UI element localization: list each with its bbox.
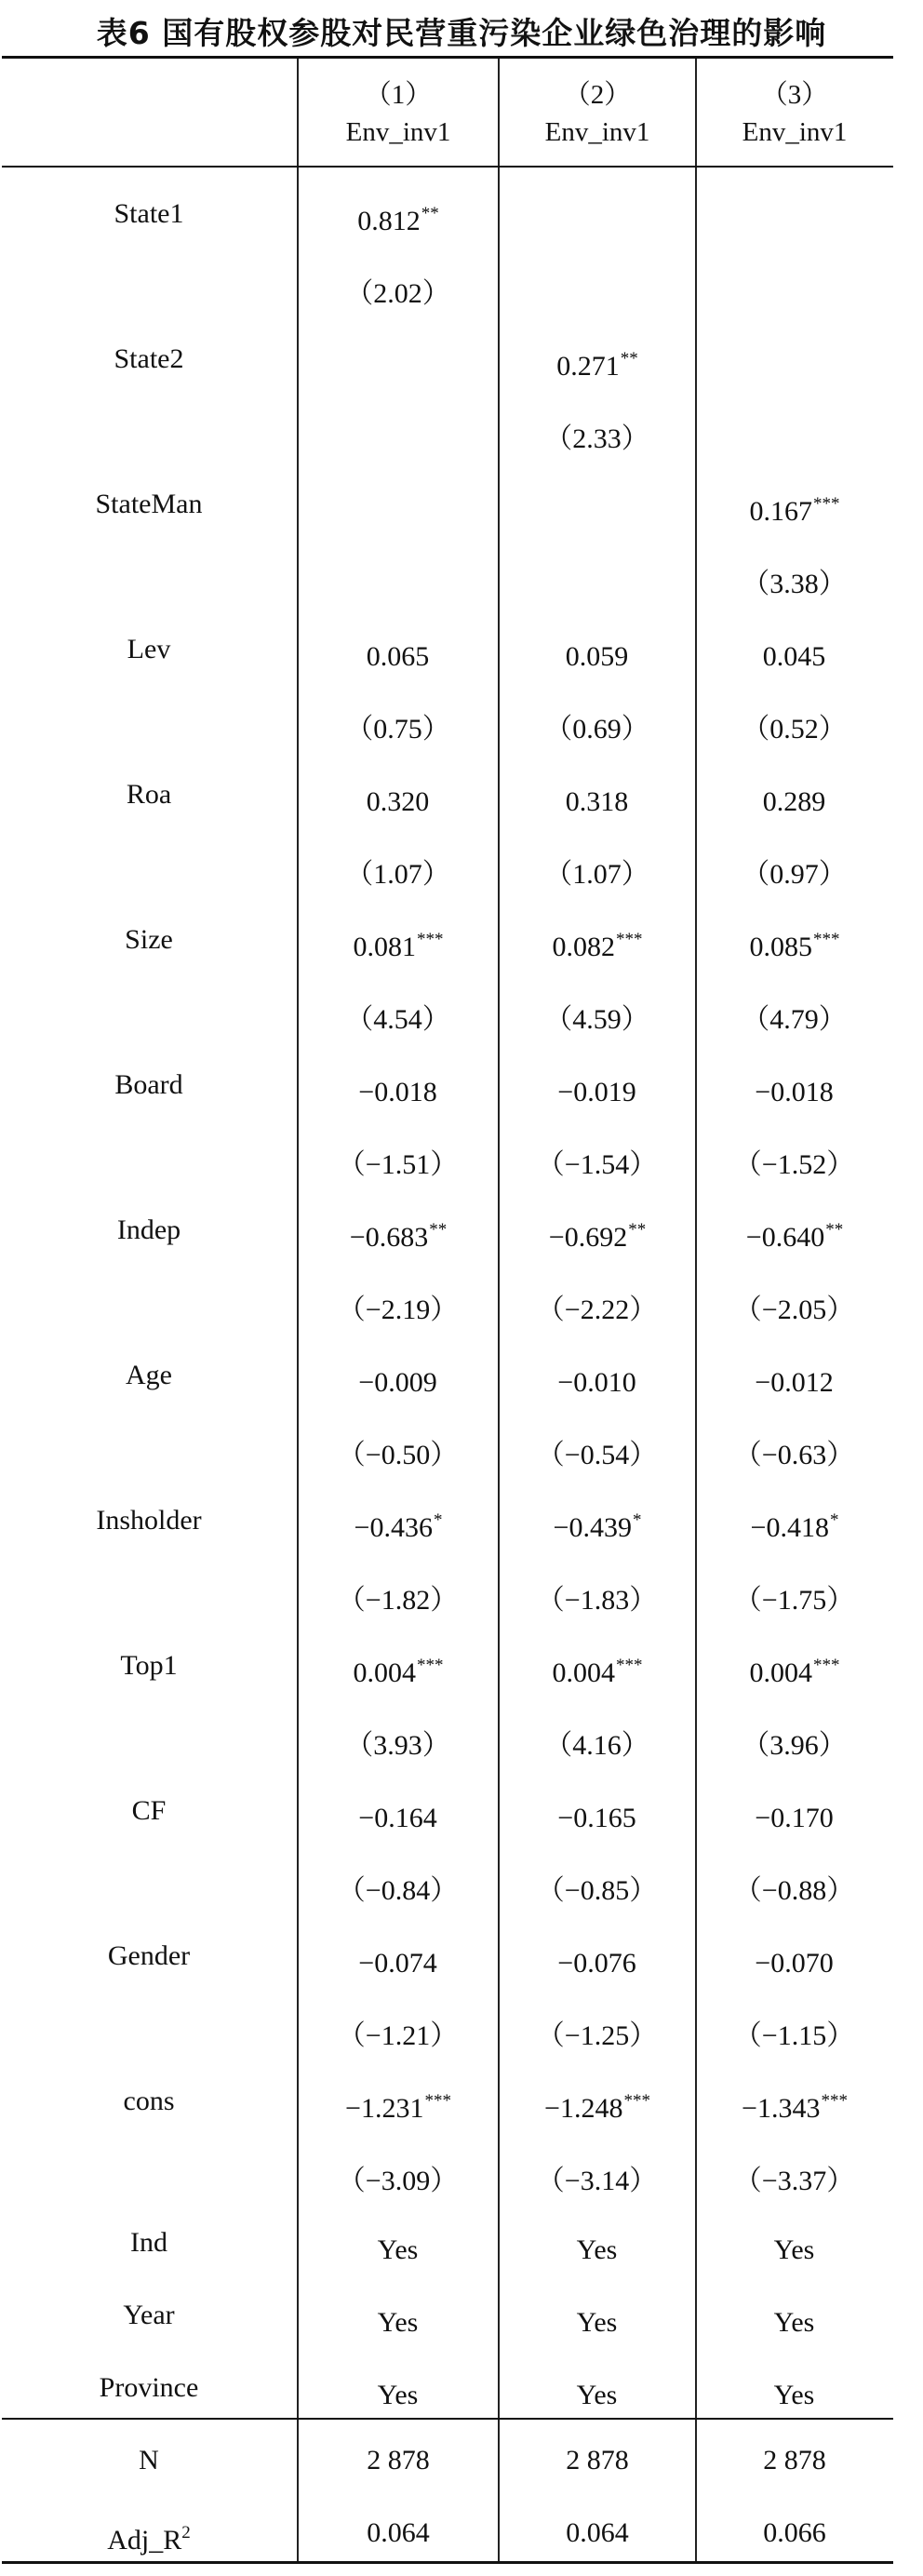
table-cell: [696, 2280, 893, 2351]
table-cell: [499, 179, 696, 249]
cell-value: −1.343: [742, 2093, 821, 2124]
row-label: Gender: [107, 1940, 191, 1971]
column-header-3: [696, 76, 893, 151]
cell-value: （0.75）: [345, 714, 450, 745]
table-cell: [298, 687, 499, 758]
significance-stars: **: [628, 1220, 647, 1240]
table-cell: [298, 542, 499, 612]
column-number: （3）: [760, 80, 829, 110]
table-cell: [298, 1993, 499, 2064]
cell-value: Yes: [377, 2234, 419, 2265]
table-cell: [499, 2353, 696, 2423]
column-number: （2）: [563, 80, 632, 110]
cell-value: 0.318: [565, 786, 629, 817]
table-cell: [696, 614, 893, 685]
table-cell: [696, 1122, 893, 1193]
table-cell: [499, 2280, 696, 2351]
table-cell: [298, 1122, 499, 1193]
table-cell: [696, 2139, 893, 2209]
table-cell: [499, 542, 696, 612]
row-label: [0, 1558, 298, 1629]
cell-value: （−2.22）: [536, 1295, 658, 1325]
cell-value: Yes: [773, 2234, 815, 2265]
cell-value: （−3.14）: [536, 2166, 658, 2196]
cell-value: −0.164: [358, 1803, 437, 1833]
cell-value: −0.170: [755, 1803, 834, 1833]
row-label: [0, 1703, 298, 1774]
table-cell: [499, 1921, 696, 1992]
table-cell: [499, 324, 696, 395]
table-cell: [696, 1195, 893, 1266]
table-cell: 0.064: [566, 2517, 629, 2548]
table-cell: [696, 1485, 893, 1556]
table-cell: [499, 1050, 696, 1120]
table-cell: [696, 542, 893, 612]
cell-value: （−1.21）: [337, 2020, 459, 2051]
significance-stars: *: [433, 1510, 443, 1530]
cell-value: 0.059: [565, 641, 629, 672]
row-label: Lev: [127, 634, 171, 664]
row-label: [0, 977, 298, 1048]
row-label: Top1: [120, 1650, 178, 1681]
table-cell: [499, 1703, 696, 1774]
table-cell: [696, 1993, 893, 2064]
row-label: State1: [114, 198, 184, 229]
cell-value: Yes: [773, 2380, 815, 2410]
label-superscript: 2: [181, 2523, 191, 2542]
table-cell: [696, 324, 893, 395]
cell-value: −0.010: [557, 1367, 636, 1398]
bottom-section-rule: [2, 2418, 893, 2420]
cell-value: −0.418: [750, 1512, 829, 1543]
cell-value: −0.074: [358, 1948, 437, 1979]
table-cell: [696, 1268, 893, 1338]
cell-value: 0.320: [366, 786, 430, 817]
row-label: State2: [114, 343, 184, 374]
cell-value: −0.018: [755, 1077, 834, 1107]
table-cell: [298, 179, 499, 249]
row-label: CF: [131, 1795, 167, 1826]
significance-stars: ***: [813, 494, 840, 514]
table-cell: 0.064: [367, 2517, 430, 2548]
table-cell: [499, 1776, 696, 1846]
cell-value: （−0.54）: [536, 1440, 658, 1470]
row-label: [0, 1268, 298, 1338]
cell-value: （−1.75）: [733, 1585, 855, 1616]
top-rule: [2, 56, 893, 59]
row-label: Size: [125, 924, 173, 955]
table-cell: 2 878: [367, 2445, 430, 2475]
cell-value: −0.692: [548, 1222, 628, 1253]
row-label: Board: [114, 1069, 183, 1100]
column-number: （1）: [364, 80, 433, 110]
cell-value: （−1.54）: [536, 1149, 658, 1180]
row-label: Insholder: [96, 1505, 202, 1536]
cell-value: （0.97）: [742, 859, 847, 890]
cell-value: （−0.88）: [733, 1875, 855, 1906]
table-cell: [696, 687, 893, 758]
significance-stars: **: [421, 204, 439, 223]
table-cell: [499, 687, 696, 758]
table-cell: [298, 1630, 499, 1701]
table-cell: [298, 832, 499, 903]
table-cell: [499, 1195, 696, 1266]
cell-value: （−1.15）: [733, 2020, 855, 2051]
row-label: Roa: [126, 779, 172, 810]
table-cell: 2 878: [763, 2445, 826, 2475]
cell-value: −0.640: [745, 1222, 825, 1253]
cell-value: 0.289: [762, 786, 826, 817]
row-label: [0, 396, 298, 467]
row-label: N: [139, 2445, 159, 2475]
table-cell: [499, 1268, 696, 1338]
cell-value: （−1.51）: [337, 1149, 459, 1180]
table-cell: [499, 977, 696, 1048]
table-cell: [696, 832, 893, 903]
table-cell: [499, 905, 696, 975]
cell-value: −0.439: [553, 1512, 632, 1543]
table-cell: [499, 1413, 696, 1483]
cell-value: 0.812: [357, 206, 421, 236]
row-label: Age: [126, 1360, 172, 1390]
table-cell: [298, 1050, 499, 1120]
table-cell: [696, 1921, 893, 1992]
table-cell: [499, 1122, 696, 1193]
cell-value: （4.54）: [345, 1004, 450, 1035]
cell-value: （−0.50）: [337, 1440, 459, 1470]
cell-value: （4.16）: [544, 1730, 649, 1761]
cell-value: Yes: [377, 2307, 419, 2338]
table-cell: [298, 977, 499, 1048]
table-cell: [298, 324, 499, 395]
table-cell: [696, 251, 893, 322]
row-label: [0, 251, 298, 322]
significance-stars: **: [429, 1220, 448, 1240]
cell-value: （−3.09）: [337, 2166, 459, 2196]
cell-value: （2.02）: [345, 278, 450, 309]
row-label: [0, 2139, 298, 2209]
cell-value: −0.018: [358, 1077, 437, 1107]
table-cell: [298, 1195, 499, 1266]
cell-value: Yes: [576, 2307, 618, 2338]
table-cell: [298, 2139, 499, 2209]
cell-value: −0.076: [557, 1948, 636, 1979]
cell-value: （3.38）: [742, 569, 847, 599]
table-cell: [696, 1848, 893, 1919]
table-cell: [499, 2207, 696, 2278]
cell-value: 0.004: [353, 1657, 416, 1688]
table-cell: 2 878: [566, 2445, 629, 2475]
label-base: Adj_R: [107, 2525, 182, 2556]
row-label: cons: [123, 2086, 175, 2116]
column-header-1: [298, 76, 499, 151]
significance-stars: ***: [623, 2091, 650, 2111]
row-label: StateMan: [95, 489, 203, 519]
cell-value: 0.045: [762, 641, 826, 672]
cell-value: 0.065: [366, 641, 430, 672]
table-cell: [696, 1558, 893, 1629]
table-cell: [696, 1703, 893, 1774]
table-cell: [298, 1340, 499, 1411]
table-cell: [696, 396, 893, 467]
column-header-2: [499, 76, 696, 151]
table-cell: [499, 1848, 696, 1919]
table-cell: [499, 251, 696, 322]
cell-value: −0.070: [755, 1948, 834, 1979]
cell-value: −0.165: [557, 1803, 636, 1833]
cell-value: （−3.37）: [733, 2166, 855, 2196]
cell-value: −0.019: [557, 1077, 636, 1107]
table-cell: [696, 1050, 893, 1120]
cell-value: 0.085: [749, 932, 812, 962]
table-cell: [298, 251, 499, 322]
table-cell: [499, 832, 696, 903]
cell-value: （4.79）: [742, 1004, 847, 1035]
cell-value: 0.004: [749, 1657, 812, 1688]
row-label: [0, 687, 298, 758]
table-cell: [696, 759, 893, 830]
cell-value: （1.07）: [544, 859, 649, 890]
table-cell: [298, 1268, 499, 1338]
table-cell: [298, 469, 499, 540]
cell-value: （3.93）: [345, 1730, 450, 1761]
table-cell: [696, 2207, 893, 2278]
table-cell: [696, 1776, 893, 1846]
table-cell: [499, 614, 696, 685]
significance-stars: *: [829, 1510, 839, 1530]
column-dependent-variable: Env_inv1: [345, 117, 451, 147]
cell-value: Yes: [377, 2380, 419, 2410]
cell-value: （−1.83）: [536, 1585, 658, 1616]
cell-value: −0.436: [354, 1512, 433, 1543]
cell-value: 0.081: [353, 932, 416, 962]
row-label: [0, 1993, 298, 2064]
row-label: Indep: [116, 1214, 181, 1245]
significance-stars: ***: [813, 1656, 840, 1675]
cell-value: （−0.84）: [337, 1875, 459, 1906]
cell-value: Yes: [773, 2307, 815, 2338]
cell-value: （−1.25）: [536, 2020, 658, 2051]
row-label: [0, 2498, 298, 2569]
significance-stars: ***: [424, 2091, 451, 2111]
table-cell: [696, 1413, 893, 1483]
table-cell: [696, 2066, 893, 2137]
row-label: Year: [123, 2300, 175, 2330]
cell-value: 0.082: [552, 932, 615, 962]
cell-value: （0.52）: [742, 714, 847, 745]
table-cell: [696, 905, 893, 975]
row-label: [0, 1848, 298, 1919]
table-cell: [499, 2139, 696, 2209]
header-rule: [2, 166, 893, 168]
table-cell: 0.066: [763, 2517, 826, 2548]
table-cell: [499, 759, 696, 830]
cell-value: （1.07）: [345, 859, 450, 890]
cell-value: −1.248: [544, 2093, 623, 2124]
table-cell: [298, 396, 499, 467]
table-cell: [696, 469, 893, 540]
row-label: Province: [99, 2372, 199, 2403]
cell-value: （−1.82）: [337, 1585, 459, 1616]
table-cell: [298, 1921, 499, 1992]
cell-value: 0.271: [556, 351, 620, 382]
row-label: Ind: [130, 2227, 167, 2258]
cell-value: （−0.85）: [536, 1875, 658, 1906]
column-dependent-variable: Env_inv1: [544, 117, 650, 147]
significance-stars: ***: [813, 930, 840, 949]
table-title: 表6 国有股权参股对民营重污染企业绿色治理的影响: [96, 15, 827, 51]
cell-value: −0.012: [755, 1367, 834, 1398]
table-cell: [499, 1558, 696, 1629]
column-dependent-variable: Env_inv1: [742, 117, 848, 147]
table-cell: [298, 614, 499, 685]
cell-value: （−1.52）: [733, 1149, 855, 1180]
table-cell: [499, 1630, 696, 1701]
table-cell: [499, 2066, 696, 2137]
table-cell: [298, 1703, 499, 1774]
cell-value: （0.69）: [544, 714, 649, 745]
table-cell: [696, 1630, 893, 1701]
cell-value: 0.004: [552, 1657, 615, 1688]
table-cell: [298, 1848, 499, 1919]
table-cell: [298, 2280, 499, 2351]
cell-value: （−2.05）: [733, 1295, 855, 1325]
table-cell: [298, 2353, 499, 2423]
table-cell: [499, 1485, 696, 1556]
row-label: [0, 1413, 298, 1483]
table-cell: [298, 2207, 499, 2278]
table-cell: [499, 1993, 696, 2064]
cell-value: −0.009: [358, 1367, 437, 1398]
table-cell: [298, 2066, 499, 2137]
significance-stars: **: [825, 1220, 844, 1240]
significance-stars: *: [632, 1510, 642, 1530]
row-label: [0, 542, 298, 612]
significance-stars: ***: [821, 2091, 848, 2111]
significance-stars: ***: [616, 930, 643, 949]
cell-value: （2.33）: [544, 423, 649, 454]
cell-value: Yes: [576, 2234, 618, 2265]
table-cell: [298, 1776, 499, 1846]
table-cell: [298, 759, 499, 830]
table-cell: [499, 469, 696, 540]
table-cell: [298, 1558, 499, 1629]
cell-value: （4.59）: [544, 1004, 649, 1035]
table-cell: [499, 396, 696, 467]
table-cell: [696, 1340, 893, 1411]
table-cell: [696, 179, 893, 249]
significance-stars: ***: [417, 1656, 444, 1675]
row-label: [0, 832, 298, 903]
table-cell: [298, 1413, 499, 1483]
row-label: [0, 1122, 298, 1193]
table-cell: [298, 905, 499, 975]
significance-stars: ***: [417, 930, 444, 949]
significance-stars: **: [620, 349, 638, 369]
cell-value: −0.683: [349, 1222, 429, 1253]
significance-stars: ***: [616, 1656, 643, 1675]
table-cell: [298, 1485, 499, 1556]
cell-value: 0.167: [749, 496, 812, 527]
cell-value: −1.231: [345, 2093, 424, 2124]
cell-value: （−0.63）: [733, 1440, 855, 1470]
cell-value: （−2.19）: [337, 1295, 459, 1325]
cell-value: （3.96）: [742, 1730, 847, 1761]
cell-value: Yes: [576, 2380, 618, 2410]
table-cell: [696, 2353, 893, 2423]
table-cell: [499, 1340, 696, 1411]
table-cell: [696, 977, 893, 1048]
bottom-rule: [2, 2561, 893, 2564]
